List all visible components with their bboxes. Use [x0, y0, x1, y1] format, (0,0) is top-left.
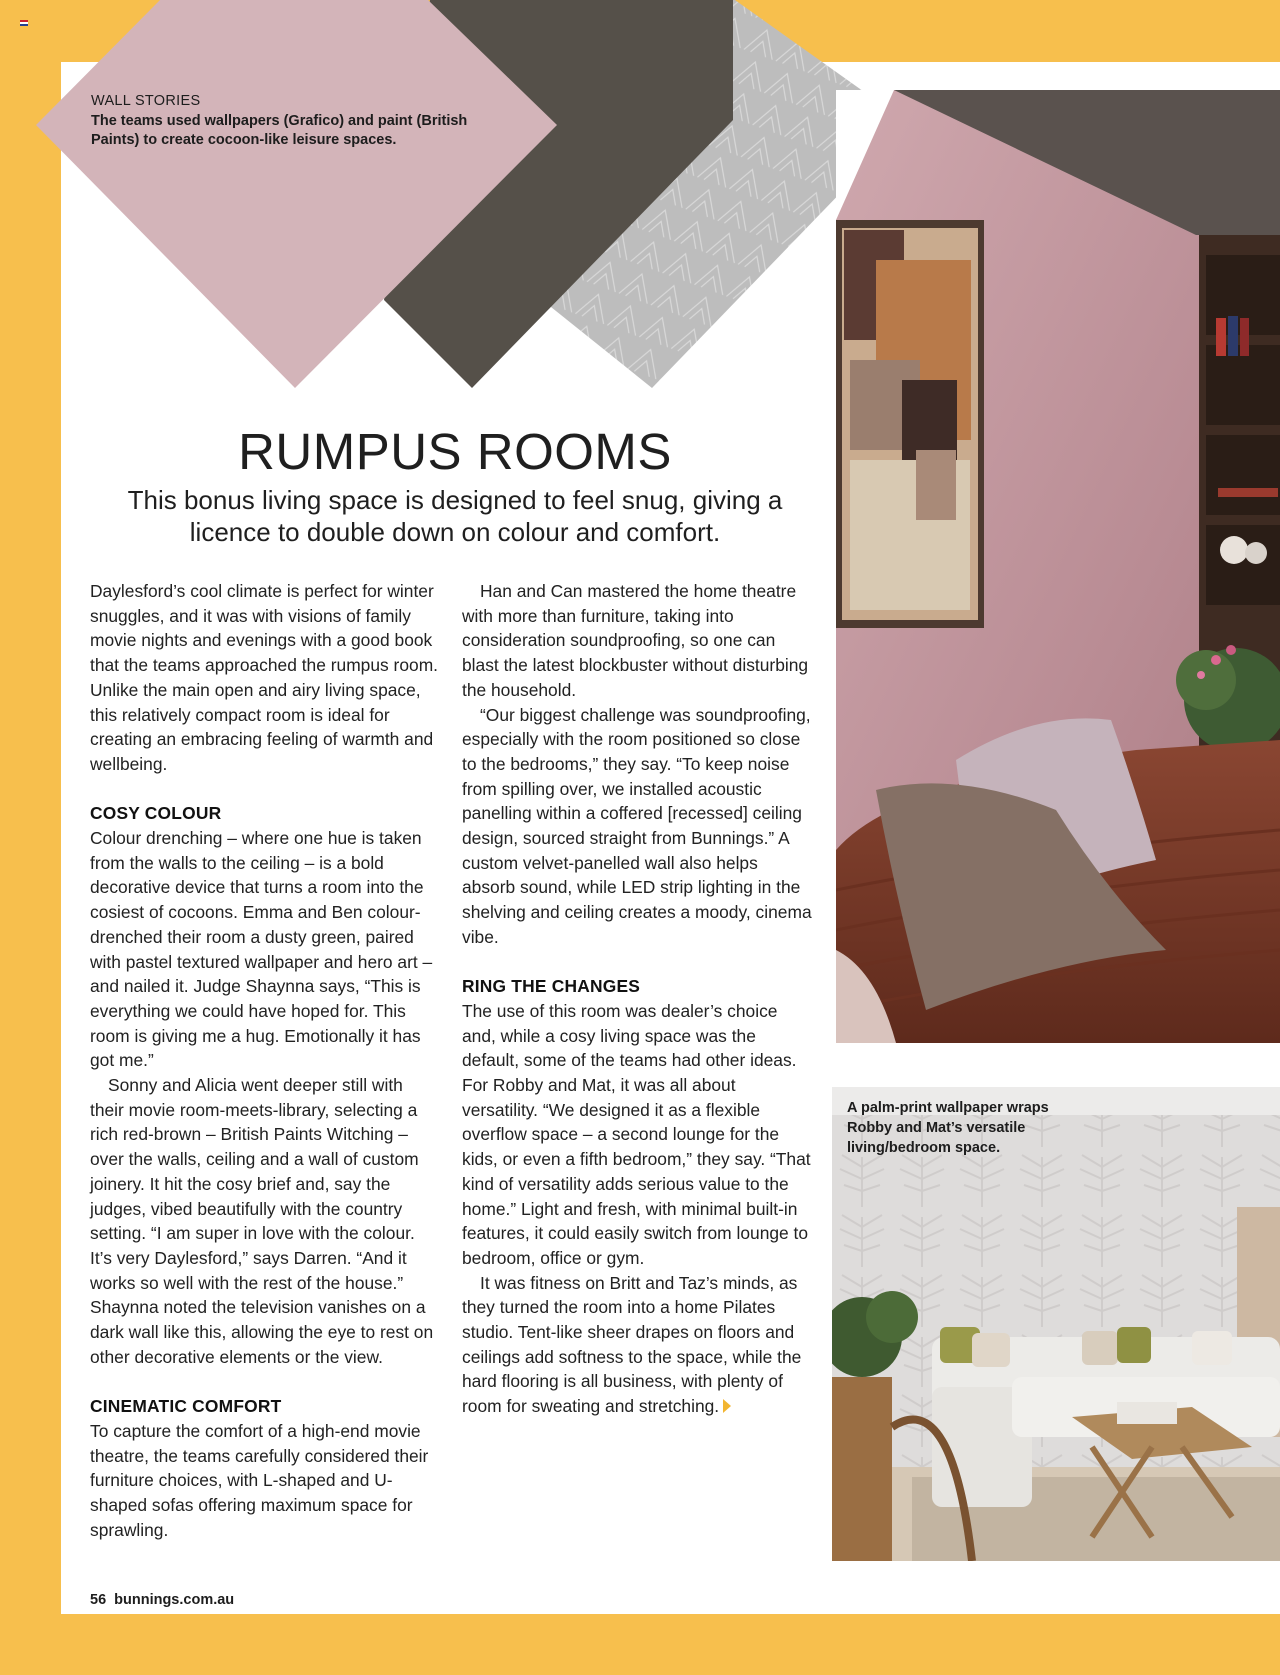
body-paragraph: Colour drenching – where one hue is taken from the walls to the ceiling – is a bold decorative device that turns a room into the cosiest of cocoons. Emma and Ben colour-drenched their room a dusty green, paired with pastel textured wallpaper and hero art – and nailed it. Judge Shaynna says, “This is everything we could have hoped for. This room is giving me a hug. Emotionally it has got me.”: [90, 828, 433, 1071]
body-paragraph: “Our biggest challenge was soundproofing, especially with the room positioned so close to the bedrooms,” they say. “To keep noise from spilling over, we installed acoustic panelling within a coffered [recessed] ceiling design, sourced straight from Bunnings.” A custom velvet-panelled wall also helps absorb sound, while LED strip lighting in the shelving and ceiling creates a moody, cinema vibe.: [462, 704, 812, 947]
intro-paragraph: Daylesford’s cool climate is perfect for winter snuggles, and it was with visions of family movie nights and evenings with a good book that the teams approached the rumpus room. Unlike the main open and airy living space, this relatively compact room is ideal for creating an embracing feeling of warmth and wellbeing.: [90, 581, 439, 774]
section-heading-cosy-colour: COSY COLOUR: [90, 803, 222, 824]
section-heading-ring-the-changes: RING THE CHANGES: [462, 976, 641, 997]
page-footer: [90, 1592, 234, 1608]
article-column-left: [90, 579, 440, 1542]
body-paragraph: Sonny and Alicia went deeper still with their movie room-meets-library, selecting a rich red-brown – British Paints Witching – over the walls, ceiling and a wall of custom joinery. It hit the cosy brief and, say the judges, vibed beautifully with the country setting. “I am super in love with the colour. It’s very Daylesford,” says Darren. “And it works so well with the rest of the house.” Shaynna noted the television vanishes on a dark wall like this, allowing the eye to rest on other decorative elements or the view.: [90, 1075, 434, 1367]
body-paragraph: [462, 1271, 812, 1419]
body-paragraph: The use of this room was dealer’s choice and, while a cosy living space was the default, some of the teams had other ideas. For Robby and Mat, it was all about versatility. “We designed it as a flexible overflow space – a second lounge for the kids, or even a fifth bedroom,” they say. “That kind of versatility adds serious value to the home.” Light and fresh, with minimal built-in features, it could easily switch from lounge to bedroom, office or gym.: [462, 1000, 811, 1268]
photo-caption: A palm-print wallpaper wraps Robby and Mat’s versatile living/bedroom space.: [847, 1100, 1049, 1156]
website-link[interactable]: bunnings.com.au: [114, 1592, 235, 1608]
article-column-right: [462, 579, 812, 1419]
body-text: It was fitness on Britt and Taz’s minds, as they turned the room into a home Pilates studio. Tent-like sheer drapes on floors and ceilings add softness to the space, while the hard flooring is all business, with plenty of room for sweating and stretching.: [462, 1272, 802, 1417]
standfirst: This bonus living space is designed to feel snug, giving a licence to double down on colour and comfort.: [127, 485, 783, 547]
caption-label: WALL STORIES: [91, 93, 201, 109]
section-heading-cinematic-comfort: CINEMATIC COMFORT: [90, 1396, 282, 1417]
photo-movie-room: [836, 90, 1280, 1043]
wall-stories-caption: [91, 92, 511, 151]
caption-text: The teams used wallpapers (Grafico) and paint (British Paints) to create cocoon-like leisure spaces.: [91, 112, 468, 148]
end-marker-icon: [723, 1399, 731, 1413]
body-paragraph: To capture the comfort of a high-end movie theatre, the teams carefully considered their furniture choices, with L-shaped and U-shaped sofas offering maximum space for sprawling.: [90, 1420, 429, 1540]
page-title: RUMPUS ROOMS: [238, 423, 672, 480]
photo-living-bedroom: [832, 1087, 1280, 1561]
wall-swatches-graphic: [0, 0, 910, 390]
page-number: 56: [90, 1592, 107, 1608]
body-paragraph: Han and Can mastered the home theatre with more than furniture, taking into consideration soundproofing, so one can blast the latest blockbuster without disturbing the household.: [462, 581, 809, 700]
